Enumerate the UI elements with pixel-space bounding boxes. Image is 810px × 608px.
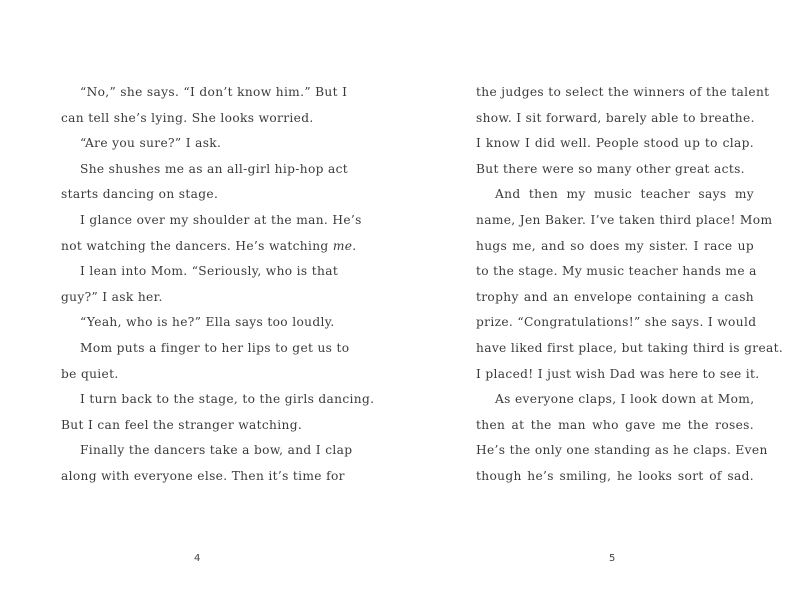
text-line: hugs me, and so does my sister. I race up (476, 238, 754, 253)
text-line: I know I did well. People stood up to clap. (476, 136, 754, 151)
text-line: But there were so many other great acts. (476, 161, 745, 176)
text-line: Finally the dancers take a bow, and I clap (80, 443, 353, 458)
right-page (405, 0, 810, 608)
text-line: guy?” I ask her. (61, 289, 163, 304)
text-line: to the stage. My music teacher hands me a (476, 264, 757, 279)
text-line: I turn back to the stage, to the girls dancing. (80, 392, 375, 407)
text-line: I placed! I just wish Dad was here to see it. (476, 366, 760, 381)
text-line: I lean into Mom. “Seriously, who is that (80, 264, 339, 279)
text-line: the judges to select the winners of the talent (476, 85, 770, 99)
text-line (61, 234, 357, 260)
text-line: then at the man who gave me the roses. (476, 417, 754, 432)
text-line: “Are you sure?” I ask. (80, 136, 222, 151)
text-line: “No,” she says. “I don’t know him.” But I (80, 85, 348, 99)
text-line: As everyone claps, I look down at Mom, (495, 392, 755, 407)
text-line: And then my music teacher says my (495, 187, 754, 202)
text-line: though he’s smiling, he looks sort of sad. (476, 468, 754, 483)
text-line: prize. “Congratulations!” she says. I would (476, 315, 757, 330)
text-line: Mom puts a finger to her lips to get us to (80, 340, 350, 355)
page-number: 5 (609, 553, 616, 564)
text-line: trophy and an envelope containing a cash (476, 289, 754, 304)
text-line: starts dancing on stage. (61, 187, 219, 202)
emphasized-word: me (332, 238, 353, 253)
text-line: be quiet. (61, 366, 119, 381)
text-line: He’s the only one standing as he claps. Even (476, 443, 768, 458)
left-page-text (61, 80, 375, 490)
right-page-text (476, 80, 784, 490)
text-line: along with everyone else. Then it’s time for (61, 468, 345, 483)
text-line: “Yeah, who is he?” Ella says too loudly. (80, 315, 335, 330)
text-line: can tell she’s lying. She looks worried. (61, 110, 314, 125)
text-line: I glance over my shoulder at the man. He’s (80, 212, 362, 227)
text-line: name, Jen Baker. I’ve taken third place! Mom (476, 212, 773, 227)
page-number: 4 (194, 553, 201, 564)
text-fragment: . (352, 238, 357, 253)
text-line: She shushes me as an all-girl hip-hop act (80, 161, 349, 176)
text-line: show. I sit forward, barely able to breathe. (476, 110, 755, 125)
text-fragment: not watching the dancers. He’s watching (61, 238, 333, 253)
text-line: But I can feel the stranger watching. (61, 417, 303, 432)
text-line: have liked first place, but taking third is great. (476, 340, 784, 355)
